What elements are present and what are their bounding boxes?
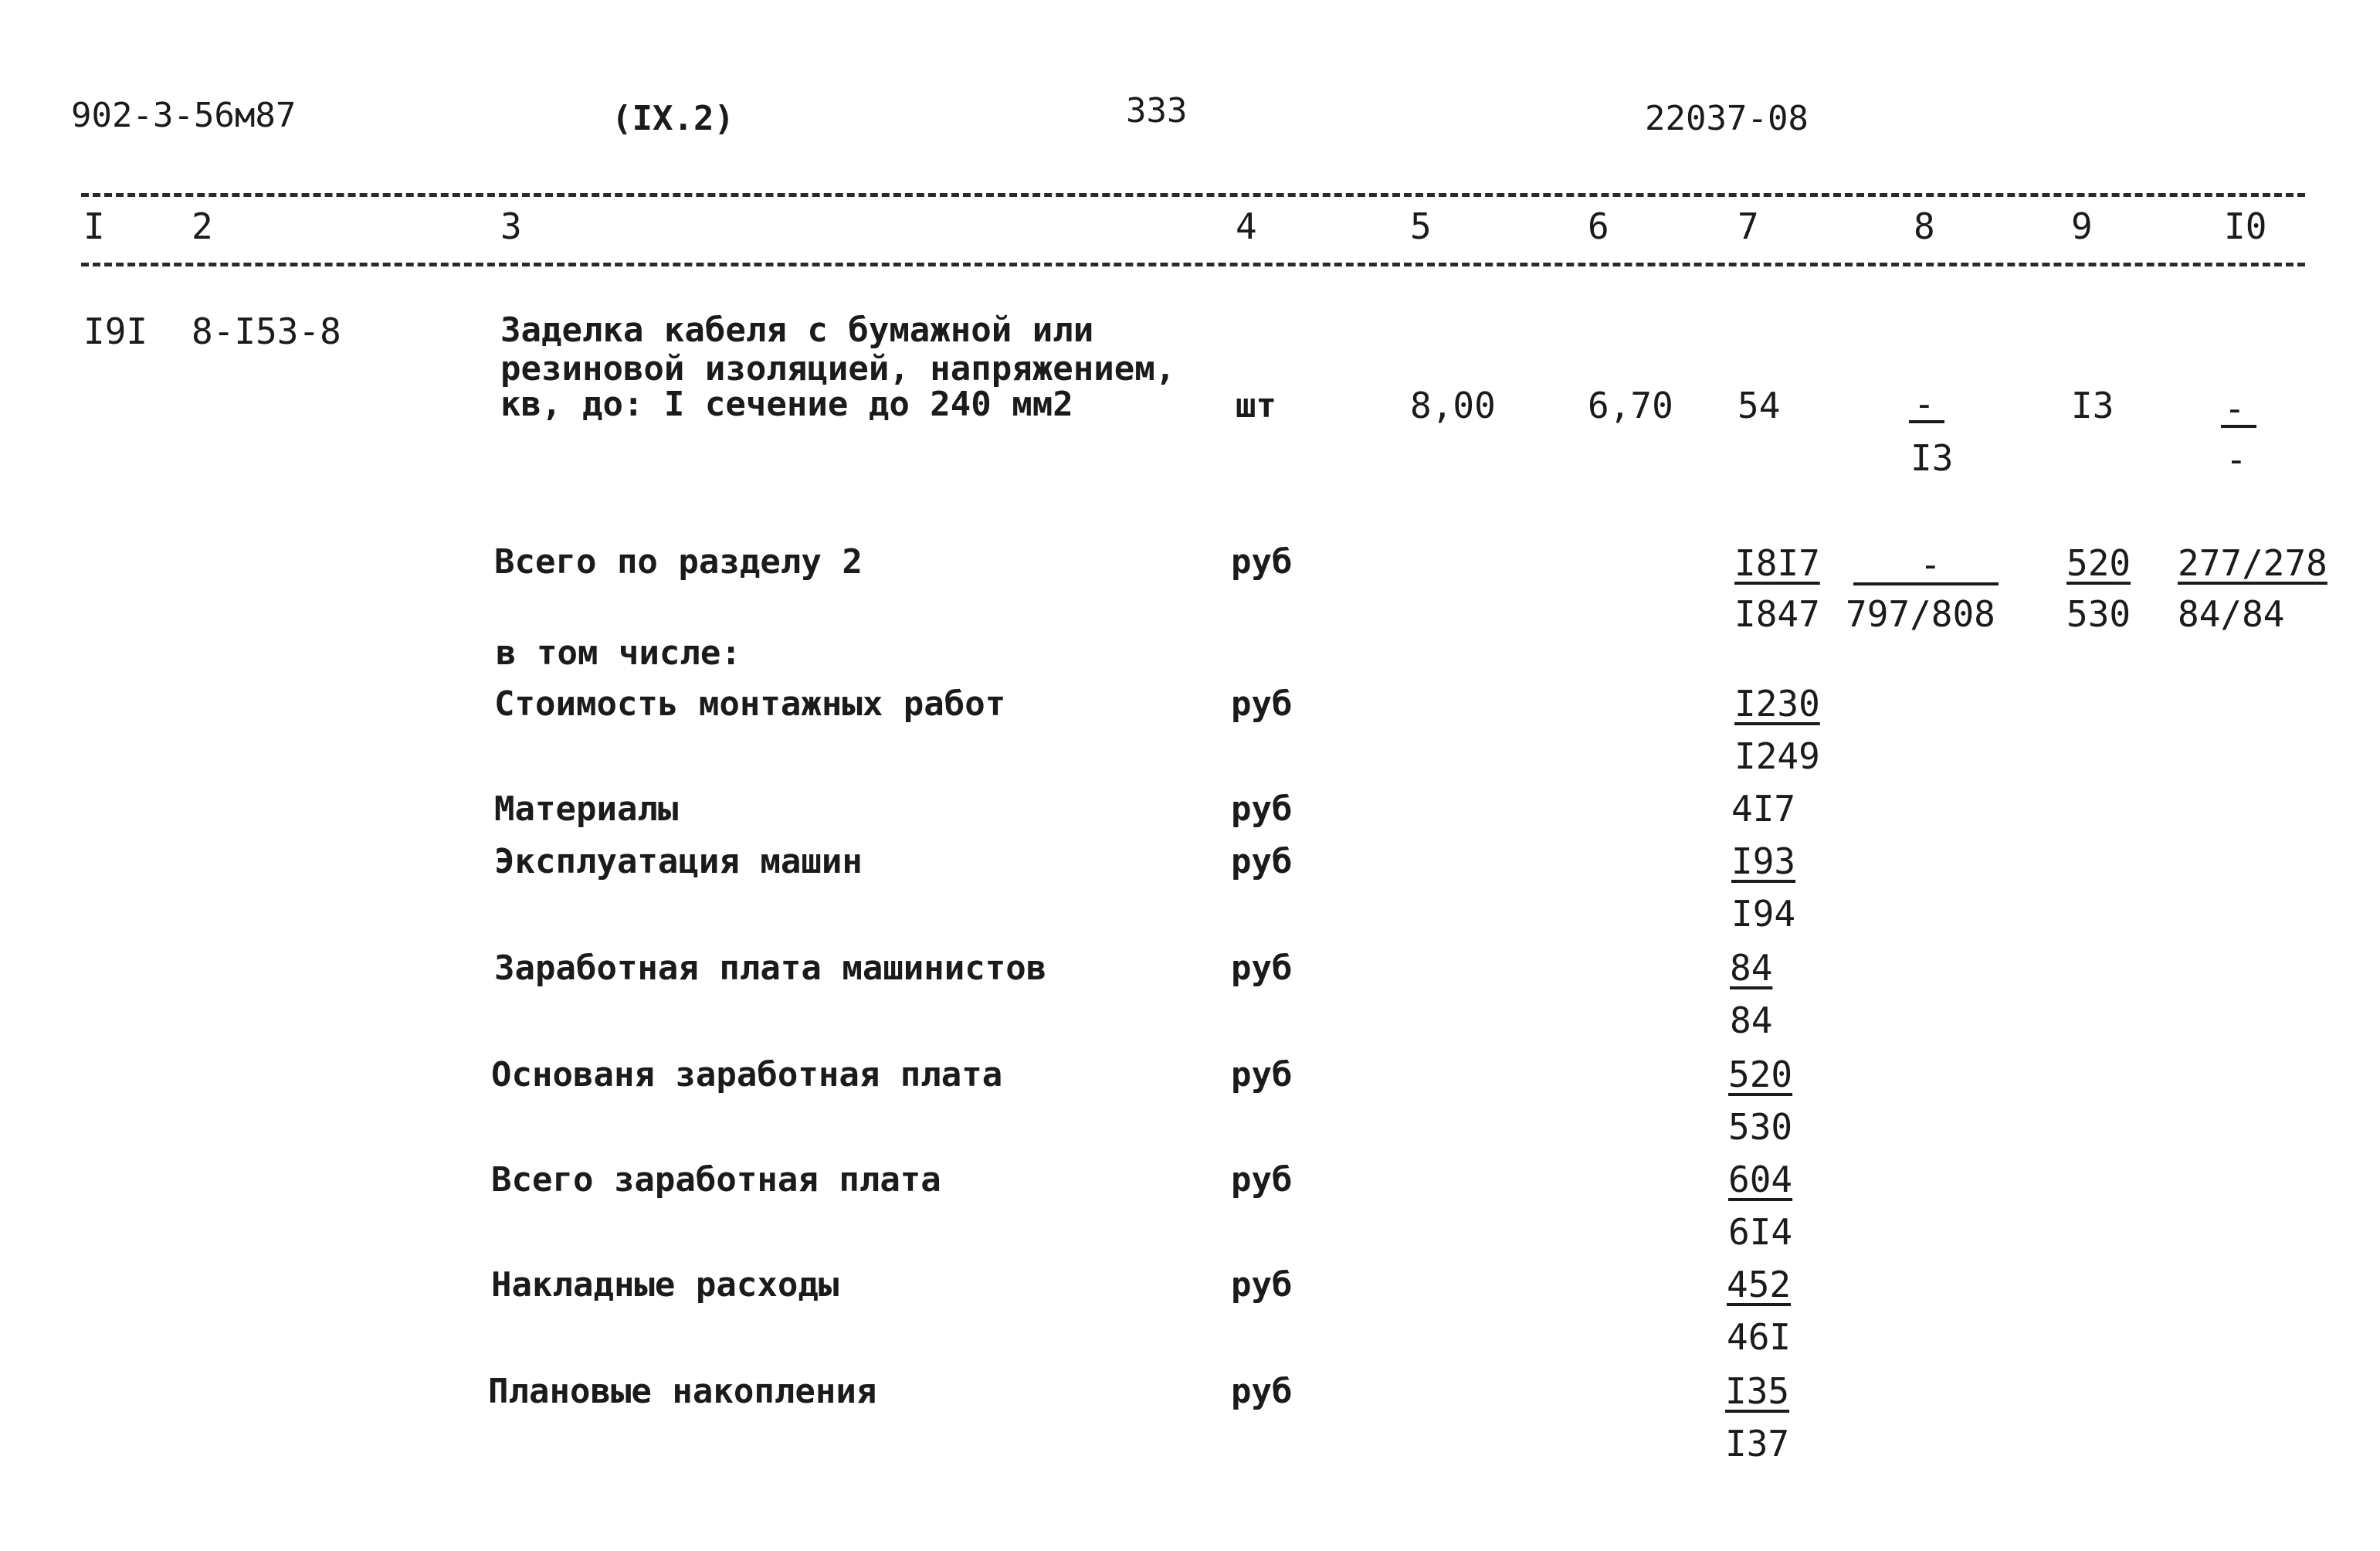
- section-total-col10-top: 277/278: [2178, 542, 2327, 584]
- section-total-col8-bottom: 797/808: [1846, 593, 1995, 635]
- breakdown-label: Накладные расходы: [491, 1265, 839, 1305]
- breakdown-value-top: 84: [1730, 947, 1773, 989]
- document-code: 902-3-56м87: [71, 96, 297, 135]
- item-unit: шт: [1236, 386, 1276, 426]
- breakdown-unit: руб: [1231, 684, 1293, 724]
- section-total-col10-bottom: 84/84: [2178, 593, 2285, 635]
- breakdown-value-top: I93: [1731, 840, 1796, 882]
- header-bottom-rule: [81, 263, 2305, 266]
- header-top-rule: [81, 193, 2305, 197]
- section-total-col8-top: -: [1920, 544, 1941, 585]
- page-number: 333: [1126, 91, 1188, 131]
- fraction-bar: [1909, 420, 1944, 423]
- item-col8-bottom: I3: [1910, 437, 1954, 479]
- column-header-6: 6: [1588, 205, 1609, 247]
- column-header-7: 7: [1738, 205, 1759, 247]
- breakdown-unit: руб: [1231, 949, 1293, 988]
- breakdown-unit: руб: [1231, 842, 1293, 881]
- item-quantity: 8,00: [1410, 385, 1496, 426]
- breakdown-label: Стоимость монтажных работ: [494, 684, 1006, 724]
- breakdown-label: Эксплуатация машин: [494, 842, 863, 881]
- breakdown-unit: руб: [1231, 789, 1293, 829]
- section-total-col7-top: I8I7: [1734, 542, 1820, 584]
- including-label: в том числе:: [496, 633, 741, 673]
- item-total: 54: [1738, 385, 1781, 426]
- breakdown-value-bottom: 46I: [1727, 1316, 1792, 1358]
- item-description-line: Заделка кабеля с бумажной или: [500, 311, 1094, 350]
- item-col8-top: -: [1914, 383, 1935, 425]
- column-header-9: 9: [2071, 205, 2093, 247]
- breakdown-label: Основаня заработная плата: [491, 1055, 1003, 1095]
- breakdown-value-top: I35: [1725, 1370, 1790, 1412]
- section-total-col9-bottom: 530: [2066, 593, 2131, 635]
- breakdown-value-bottom: I94: [1731, 893, 1796, 935]
- section-total-col7-bottom: I847: [1734, 593, 1820, 635]
- section-number: (IX.2): [612, 99, 734, 138]
- breakdown-unit: руб: [1231, 1055, 1293, 1095]
- inventory-number: 22037-08: [1645, 99, 1809, 138]
- breakdown-label: Плановые накопления: [488, 1372, 877, 1411]
- breakdown-value-top: 4I7: [1731, 788, 1796, 830]
- fraction-bar: [1853, 582, 1999, 585]
- breakdown-value-bottom: 84: [1730, 999, 1773, 1041]
- breakdown-unit: руб: [1231, 1372, 1293, 1411]
- section-total-col9-top: 520: [2066, 542, 2131, 584]
- section-total-label: Всего по разделу 2: [494, 542, 863, 582]
- item-unit-price: 6,70: [1588, 385, 1673, 426]
- column-header-1: I: [83, 205, 105, 247]
- item-description-line: кв, до: I сечение до 240 мм2: [500, 385, 1073, 424]
- item-col10-bottom: -: [2226, 439, 2247, 480]
- breakdown-unit: руб: [1231, 1160, 1293, 1200]
- item-number: I9I: [83, 311, 148, 352]
- breakdown-value-bottom: I37: [1725, 1423, 1790, 1464]
- item-col10-top: -: [2224, 388, 2246, 429]
- breakdown-label: Заработная плата машинистов: [494, 949, 1047, 988]
- breakdown-value-top: I230: [1734, 683, 1820, 725]
- item-code: 8-I53-8: [192, 311, 341, 352]
- breakdown-unit: руб: [1231, 1265, 1293, 1305]
- breakdown-value-top: 520: [1728, 1054, 1793, 1095]
- breakdown-value-bottom: I249: [1734, 735, 1820, 777]
- column-header-3: 3: [500, 205, 522, 247]
- column-header-2: 2: [192, 205, 213, 247]
- column-header-8: 8: [1914, 205, 1935, 247]
- breakdown-value-bottom: 6I4: [1728, 1211, 1793, 1253]
- section-total-unit: руб: [1231, 542, 1293, 582]
- column-header-4: 4: [1236, 205, 1257, 247]
- fraction-bar: [2221, 425, 2256, 428]
- column-header-5: 5: [1410, 205, 1432, 247]
- breakdown-value-top: 452: [1727, 1264, 1792, 1305]
- breakdown-value-bottom: 530: [1728, 1106, 1793, 1148]
- item-col9: I3: [2071, 385, 2114, 426]
- item-description-line: резиновой изоляцией, напряжением,: [500, 349, 1176, 389]
- breakdown-label: Всего заработная плата: [491, 1160, 941, 1200]
- column-header-10: I0: [2224, 205, 2267, 247]
- breakdown-label: Материалы: [494, 789, 679, 829]
- breakdown-value-top: 604: [1728, 1159, 1793, 1200]
